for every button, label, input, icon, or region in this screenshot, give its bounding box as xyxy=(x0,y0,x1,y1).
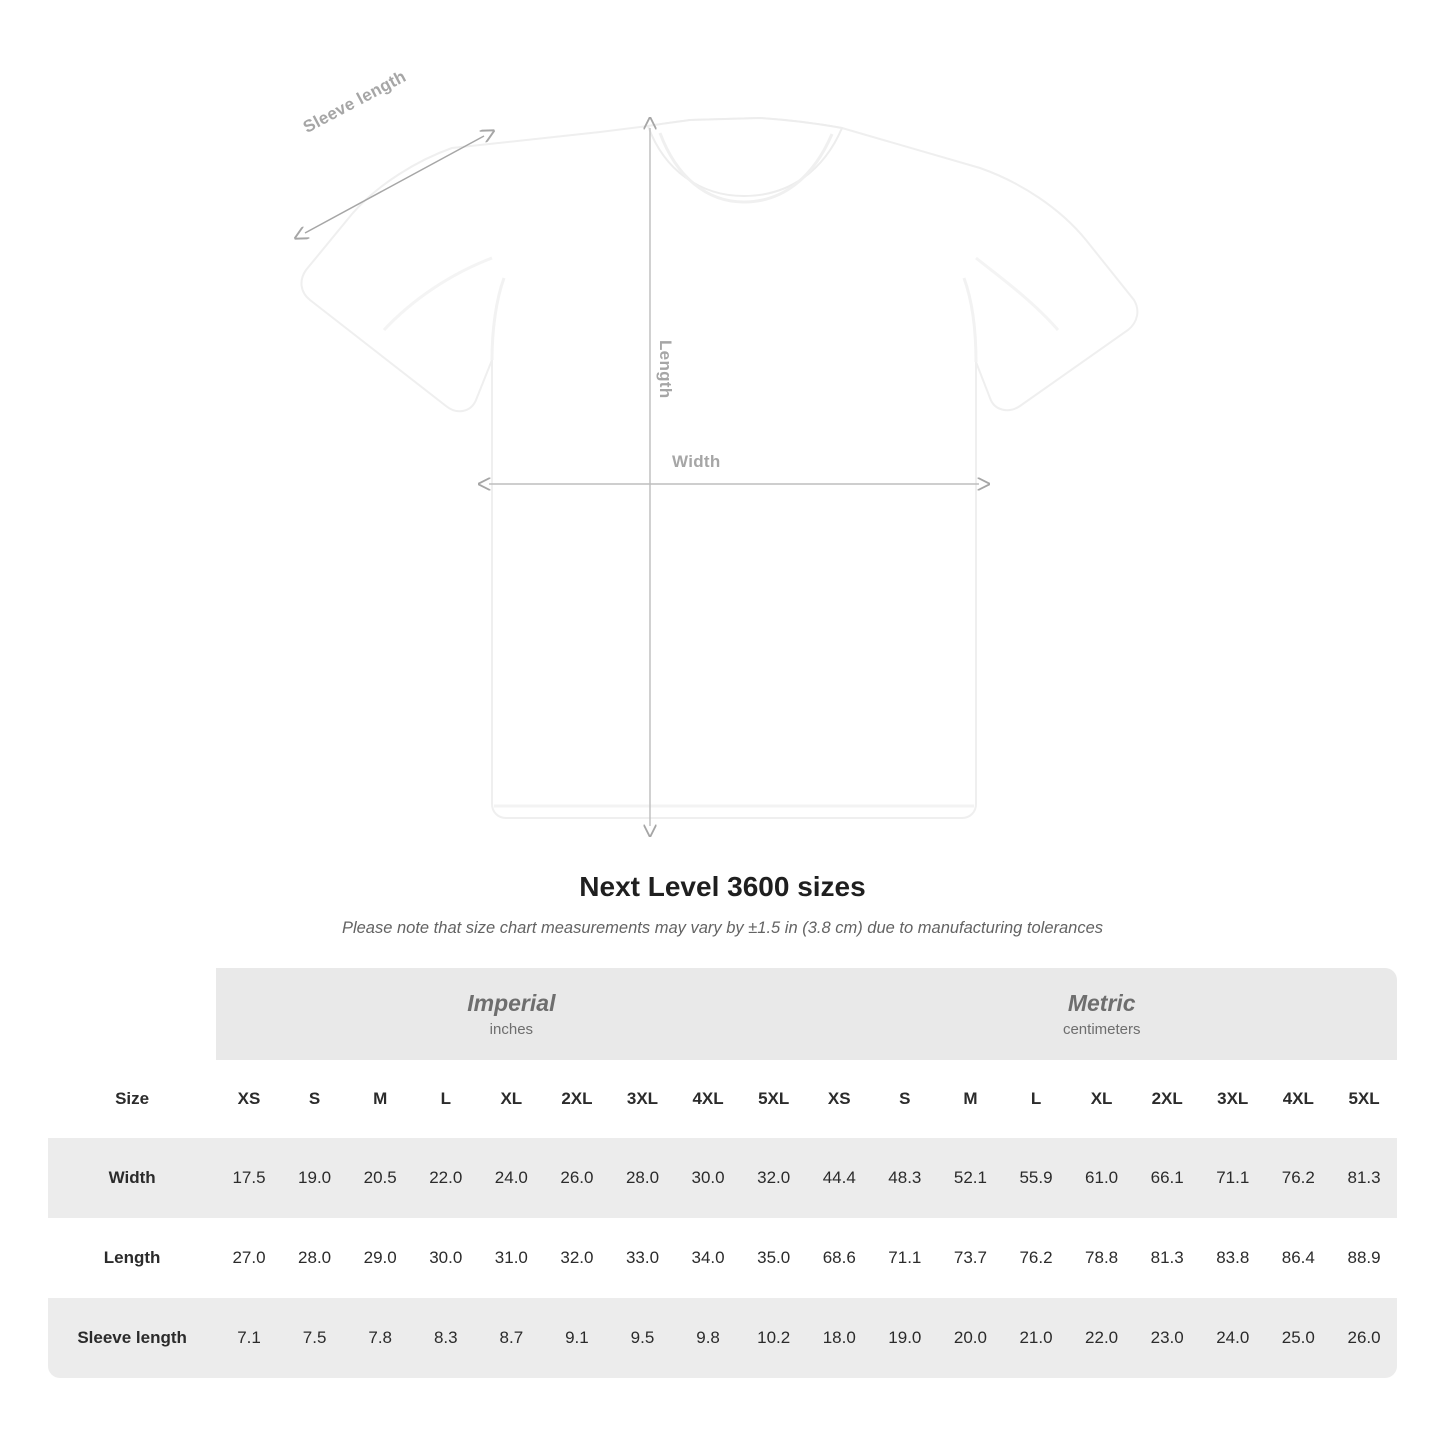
table-row xyxy=(48,1298,1397,1378)
width-imperial-3xl: 28.0 xyxy=(610,1138,676,1218)
width-imperial-4xl: 30.0 xyxy=(675,1138,741,1218)
size-metric-3xl: 3XL xyxy=(1200,1060,1266,1138)
width-metric-s: 48.3 xyxy=(872,1138,938,1218)
length-imperial-m: 29.0 xyxy=(347,1218,413,1298)
width-imperial-5xl: 32.0 xyxy=(741,1138,807,1218)
sleeve-imperial-xl: 8.7 xyxy=(479,1298,545,1378)
sleeve-length-label: Sleeve length xyxy=(300,66,410,137)
length-imperial-4xl: 34.0 xyxy=(675,1218,741,1298)
length-metric-s: 71.1 xyxy=(872,1218,938,1298)
unit-group-imperial xyxy=(216,968,806,1060)
sleeve-imperial-3xl: 9.5 xyxy=(610,1298,676,1378)
table-row xyxy=(48,1218,1397,1298)
unit-group-metric-name: Metric xyxy=(1067,989,1136,1016)
width-metric-xl: 61.0 xyxy=(1069,1138,1135,1218)
unit-header-row xyxy=(48,968,1397,1060)
width-imperial-xs: 17.5 xyxy=(216,1138,282,1218)
size-metric-xs: XS xyxy=(806,1060,872,1138)
size-imperial-s: S xyxy=(282,1060,348,1138)
unit-group-imperial-name: Imperial xyxy=(467,989,556,1016)
length-imperial-l: 30.0 xyxy=(413,1218,479,1298)
length-metric-3xl: 83.8 xyxy=(1200,1218,1266,1298)
sleeve-metric-2xl: 23.0 xyxy=(1134,1298,1200,1378)
sleeve-metric-4xl: 25.0 xyxy=(1266,1298,1332,1378)
sleeve-metric-s: 19.0 xyxy=(872,1298,938,1378)
size-imperial-5xl: 5XL xyxy=(741,1060,807,1138)
size-metric-5xl: 5XL xyxy=(1331,1060,1397,1138)
size-imperial-m: M xyxy=(347,1060,413,1138)
sleeve-metric-m: 20.0 xyxy=(938,1298,1004,1378)
sleeve-imperial-2xl: 9.1 xyxy=(544,1298,610,1378)
width-metric-xs: 44.4 xyxy=(806,1138,872,1218)
size-imperial-xl: XL xyxy=(479,1060,545,1138)
sleeve-imperial-s: 7.5 xyxy=(282,1298,348,1378)
size-header-row xyxy=(48,1060,1397,1138)
width-metric-2xl: 66.1 xyxy=(1134,1138,1200,1218)
width-imperial-m: 20.5 xyxy=(347,1138,413,1218)
size-imperial-2xl: 2XL xyxy=(544,1060,610,1138)
size-table xyxy=(48,968,1397,1378)
width-metric-4xl: 76.2 xyxy=(1266,1138,1332,1218)
row-label-width: Width xyxy=(48,1138,216,1218)
width-metric-l: 55.9 xyxy=(1003,1138,1069,1218)
width-imperial-l: 22.0 xyxy=(413,1138,479,1218)
sleeve-imperial-xs: 7.1 xyxy=(216,1298,282,1378)
size-imperial-3xl: 3XL xyxy=(610,1060,676,1138)
length-imperial-s: 28.0 xyxy=(282,1218,348,1298)
length-metric-m: 73.7 xyxy=(938,1218,1004,1298)
table-row xyxy=(48,1138,1397,1218)
length-imperial-xl: 31.0 xyxy=(479,1218,545,1298)
sleeve-metric-xs: 18.0 xyxy=(806,1298,872,1378)
table-corner-cell xyxy=(48,968,216,1060)
size-imperial-4xl: 4XL xyxy=(675,1060,741,1138)
row-label-length: Length xyxy=(48,1218,216,1298)
sleeve-imperial-4xl: 9.8 xyxy=(675,1298,741,1378)
length-metric-2xl: 81.3 xyxy=(1134,1218,1200,1298)
sleeve-metric-5xl: 26.0 xyxy=(1331,1298,1397,1378)
sleeve-metric-3xl: 24.0 xyxy=(1200,1298,1266,1378)
size-metric-s: S xyxy=(872,1060,938,1138)
width-imperial-xl: 24.0 xyxy=(479,1138,545,1218)
size-table-wrapper xyxy=(48,968,1397,1378)
page-title: Next Level 3600 sizes xyxy=(579,871,866,902)
tolerance-note: Please note that size chart measurements may vary by ±1.5 in (3.8 cm) due to manufacturing tolerances xyxy=(341,919,1104,937)
length-metric-xl: 78.8 xyxy=(1069,1218,1135,1298)
unit-group-metric xyxy=(806,968,1397,1060)
length-imperial-3xl: 33.0 xyxy=(610,1218,676,1298)
title-block xyxy=(0,871,1445,938)
length-metric-4xl: 86.4 xyxy=(1266,1218,1332,1298)
width-label: Width xyxy=(672,452,721,471)
length-imperial-5xl: 35.0 xyxy=(741,1218,807,1298)
size-imperial-l: L xyxy=(413,1060,479,1138)
sleeve-imperial-l: 8.3 xyxy=(413,1298,479,1378)
size-metric-xl: XL xyxy=(1069,1060,1135,1138)
length-imperial-2xl: 32.0 xyxy=(544,1218,610,1298)
length-imperial-xs: 27.0 xyxy=(216,1218,282,1298)
sleeve-imperial-m: 7.8 xyxy=(347,1298,413,1378)
sleeve-imperial-5xl: 10.2 xyxy=(741,1298,807,1378)
width-imperial-s: 19.0 xyxy=(282,1138,348,1218)
size-imperial-xs: XS xyxy=(216,1060,282,1138)
size-row-label: Size xyxy=(48,1060,216,1138)
length-metric-l: 76.2 xyxy=(1003,1218,1069,1298)
width-metric-5xl: 81.3 xyxy=(1331,1138,1397,1218)
length-label: Length xyxy=(656,340,675,399)
row-label-sleeve-length: Sleeve length xyxy=(48,1298,216,1378)
width-metric-3xl: 71.1 xyxy=(1200,1138,1266,1218)
width-metric-m: 52.1 xyxy=(938,1138,1004,1218)
sleeve-metric-l: 21.0 xyxy=(1003,1298,1069,1378)
width-imperial-2xl: 26.0 xyxy=(544,1138,610,1218)
length-metric-5xl: 88.9 xyxy=(1331,1218,1397,1298)
sleeve-metric-xl: 22.0 xyxy=(1069,1298,1135,1378)
size-metric-4xl: 4XL xyxy=(1266,1060,1332,1138)
size-metric-l: L xyxy=(1003,1060,1069,1138)
unit-group-imperial-sub: inches xyxy=(489,1021,534,1039)
size-metric-2xl: 2XL xyxy=(1134,1060,1200,1138)
length-metric-xs: 68.6 xyxy=(806,1218,872,1298)
unit-group-metric-sub: centimeters xyxy=(1062,1021,1141,1039)
size-metric-m: M xyxy=(938,1060,1004,1138)
